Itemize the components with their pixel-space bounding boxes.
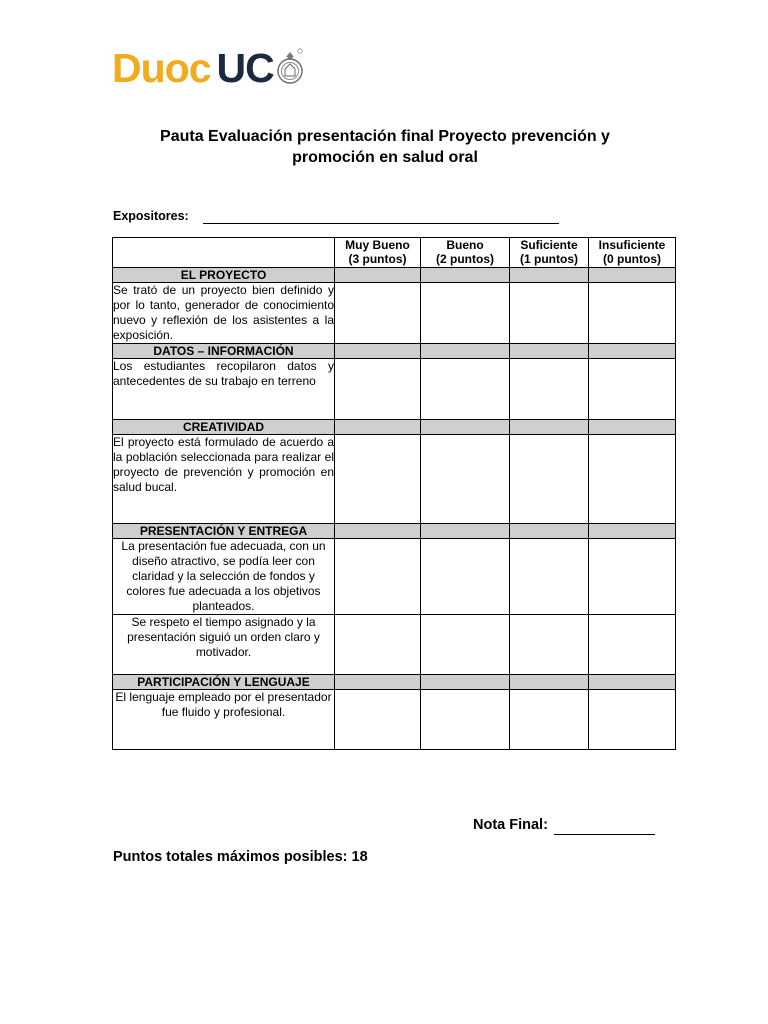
nota-final-label: Nota Final: — [473, 817, 548, 833]
section-fill — [335, 268, 421, 283]
section-row — [113, 524, 676, 539]
header-label: Bueno — [446, 238, 484, 252]
header-points: (2 puntos) — [436, 252, 494, 266]
section-fill — [335, 524, 421, 539]
title-line-1: Pauta Evaluación presentación final Proyecto prevención y — [160, 128, 610, 145]
header-bueno — [421, 238, 510, 268]
score-cell-muy-bueno[interactable] — [335, 539, 421, 615]
criterion-row — [113, 539, 676, 615]
section-fill — [421, 420, 510, 435]
header-label: Muy Bueno — [345, 238, 410, 252]
section-fill — [421, 268, 510, 283]
section-fill — [510, 344, 589, 359]
section-row — [113, 420, 676, 435]
criterion-text: El proyecto está formulado de acuerdo a la población seleccionada para realizar el proyecto de prevención y promoción en salud bucal. — [113, 435, 335, 524]
section-fill — [335, 675, 421, 690]
section-fill — [589, 524, 676, 539]
header-criteria — [113, 238, 335, 268]
score-cell-bueno[interactable] — [421, 359, 510, 420]
section-fill — [421, 344, 510, 359]
header-insuficiente — [589, 238, 676, 268]
duocuc-logo — [112, 42, 304, 94]
score-cell-insuficiente[interactable] — [589, 359, 676, 420]
section-fill — [589, 420, 676, 435]
score-cell-insuficiente[interactable] — [589, 690, 676, 750]
section-row — [113, 268, 676, 283]
header-points: (3 puntos) — [348, 252, 407, 266]
criterion-row — [113, 615, 676, 675]
section-fill — [589, 675, 676, 690]
score-cell-bueno[interactable] — [421, 615, 510, 675]
score-cell-suficiente[interactable] — [510, 539, 589, 615]
criterion-row — [113, 359, 676, 420]
score-cell-muy-bueno[interactable] — [335, 435, 421, 524]
section-title: EL PROYECTO — [113, 268, 335, 283]
criterion-text: La presentación fue adecuada, con un diseño atractivo, se podía leer con claridad y la selección de fondos y colores fue adecuada a los objetivos planteados. — [113, 539, 335, 615]
section-fill — [589, 268, 676, 283]
score-cell-bueno[interactable] — [421, 435, 510, 524]
criterion-text: Los estudiantes recopilaron datos y antecedentes de su trabajo en terreno — [113, 359, 335, 420]
section-fill — [510, 524, 589, 539]
section-title: PRESENTACIÓN Y ENTREGA — [113, 524, 335, 539]
score-cell-suficiente[interactable] — [510, 615, 589, 675]
section-fill — [335, 420, 421, 435]
section-fill — [421, 524, 510, 539]
score-cell-muy-bueno[interactable] — [335, 690, 421, 750]
header-muy-bueno — [335, 238, 421, 268]
section-fill — [510, 268, 589, 283]
section-title: PARTICIPACIÓN Y LENGUAJE — [113, 675, 335, 690]
evaluation-rubric-table — [112, 237, 676, 750]
expositores-field[interactable] — [203, 223, 559, 224]
section-fill — [421, 675, 510, 690]
criterion-text: El lenguaje empleado por el presentador fue fluido y profesional. — [113, 690, 335, 750]
score-cell-insuficiente[interactable] — [589, 615, 676, 675]
title-line-2: promoción en salud oral — [292, 149, 478, 166]
expositores-label: Expositores: — [113, 209, 189, 223]
header-points: (0 puntos) — [603, 252, 661, 266]
section-fill — [335, 344, 421, 359]
page-title — [110, 126, 660, 168]
score-cell-suficiente[interactable] — [510, 435, 589, 524]
score-cell-muy-bueno[interactable] — [335, 615, 421, 675]
score-cell-suficiente[interactable] — [510, 690, 589, 750]
university-seal-icon — [276, 47, 304, 92]
section-fill — [510, 420, 589, 435]
score-cell-insuficiente[interactable] — [589, 283, 676, 344]
section-row — [113, 344, 676, 359]
score-cell-bueno[interactable] — [421, 539, 510, 615]
score-cell-muy-bueno[interactable] — [335, 283, 421, 344]
section-fill — [510, 675, 589, 690]
header-label: Insuficiente — [598, 238, 666, 252]
score-cell-insuficiente[interactable] — [589, 435, 676, 524]
score-cell-bueno[interactable] — [421, 690, 510, 750]
header-row — [113, 238, 676, 268]
score-cell-insuficiente[interactable] — [589, 539, 676, 615]
score-cell-muy-bueno[interactable] — [335, 359, 421, 420]
logo-uc-text: UC — [216, 44, 274, 91]
score-cell-suficiente[interactable] — [510, 283, 589, 344]
criterion-row — [113, 690, 676, 750]
score-cell-bueno[interactable] — [421, 283, 510, 344]
criterion-text: Se trató de un proyecto bien definido y por lo tanto, generador de conocimiento nuevo y reflexión de los asistentes a la exposición. — [113, 283, 334, 342]
criterion-row — [113, 283, 676, 344]
puntos-totales-text: Puntos totales máximos posibles: 18 — [113, 849, 368, 865]
criterion-text: Se respeto el tiempo asignado y la presentación siguió un orden claro y motivador. — [113, 615, 335, 675]
header-points: (1 puntos) — [520, 252, 578, 266]
header-label: Suficiente — [520, 238, 578, 252]
criterion-row — [113, 435, 676, 524]
section-title: CREATIVIDAD — [113, 420, 335, 435]
section-fill — [589, 344, 676, 359]
header-suficiente — [510, 238, 589, 268]
score-cell-suficiente[interactable] — [510, 359, 589, 420]
section-title: DATOS – INFORMACIÓN — [113, 344, 335, 359]
section-row — [113, 675, 676, 690]
nota-final-field[interactable] — [554, 834, 655, 835]
logo-duoc-text: Duoc — [112, 44, 211, 91]
